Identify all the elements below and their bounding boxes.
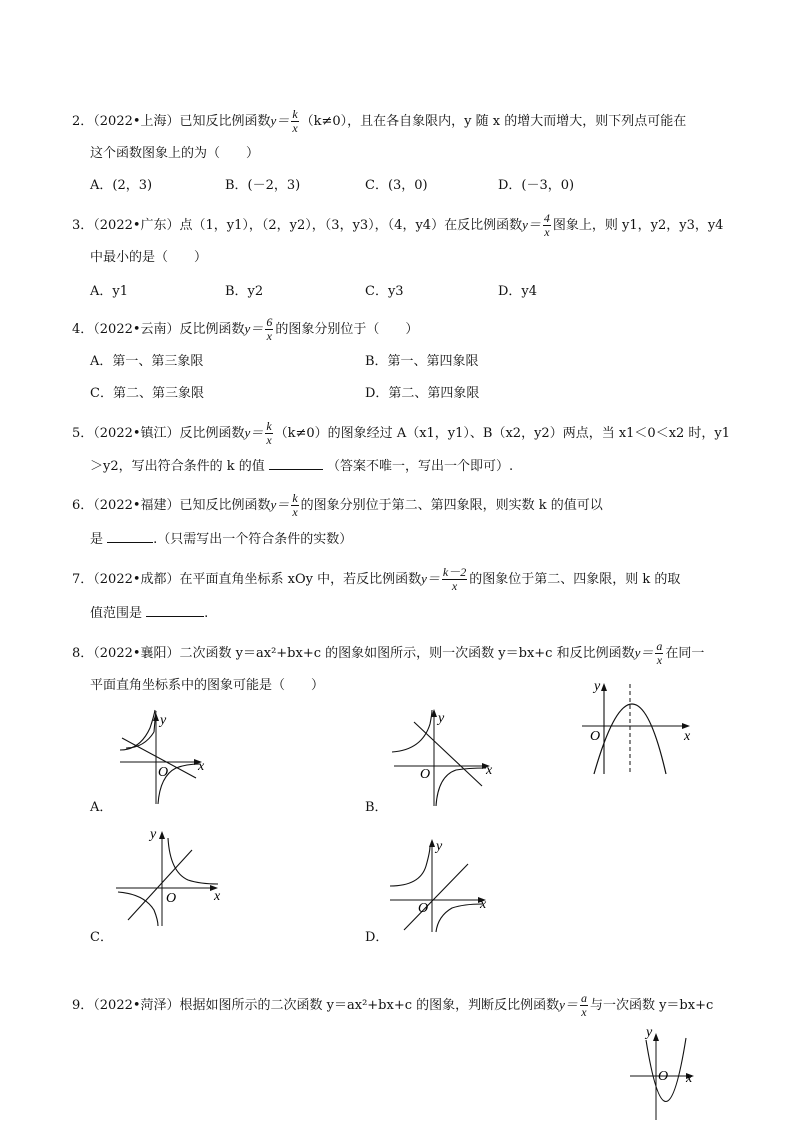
q8-c-y-label: y: [150, 827, 157, 842]
q8-parabola-y-label: y: [594, 679, 601, 694]
q8-prefix: 8．（2022•襄阳）二次函数 y＝ax²+bx+c 的图象如图所示，则一次函数 y＝bx+c 和反比例函数: [72, 646, 635, 661]
q4-line1: [72, 316, 418, 343]
q6-fraction: [291, 492, 298, 519]
q5-line2: [90, 457, 513, 475]
q8-label-d: D．: [365, 930, 389, 945]
q9-parabola-figure: [628, 1024, 704, 1122]
q2-line2: 这个函数图象上的为（ ）: [90, 146, 260, 161]
q4-frac-den: x: [266, 329, 272, 343]
q3-frac-num: 4: [543, 211, 550, 225]
q2-option-c: C．(3，0): [365, 178, 428, 193]
q7-func-lhs: y＝: [421, 571, 440, 586]
q5-func-lhs: y＝: [244, 425, 264, 440]
q2-func-lhs: y＝: [270, 113, 290, 128]
q5-line1: [72, 420, 730, 447]
q2-prefix: 2．（2022•上海）已知反比例函数: [72, 114, 271, 129]
q6-frac-den: x: [292, 505, 298, 519]
q8-option-a-graph: [110, 708, 216, 808]
q8-label-a: A．: [90, 800, 113, 815]
q6-suffix: 的图象分别位于第二、第四象限，则实数 k 的值可以: [300, 498, 603, 513]
q3-line2: 中最小的是（ ）: [90, 250, 208, 265]
q8-parabola-x-label: x: [684, 729, 691, 744]
q8-b-origin: O: [420, 767, 431, 782]
q5-fraction: [265, 420, 272, 447]
q2-fraction: [291, 108, 298, 135]
q7-line1: [72, 566, 680, 593]
q9-line1: [72, 992, 713, 1019]
q7-frac-num: k－2: [442, 565, 467, 579]
q8-label-b: B．: [365, 800, 388, 815]
q3-option-b: B．y2: [225, 284, 264, 299]
q6-prefix: 6．（2022•福建）已知反比例函数: [72, 498, 271, 513]
q2-frac-num: k: [292, 107, 298, 121]
q4-func-lhs: y＝: [244, 321, 264, 336]
q4-frac-num: 6: [266, 315, 273, 329]
q7-suffix: 的图象位于第二、四象限，则 k 的取: [469, 572, 681, 587]
q2-option-d: D．(－3，0): [498, 178, 575, 193]
q8-d-x-label: x: [480, 897, 487, 912]
q7-answer-blank[interactable]: [146, 604, 204, 617]
q8-c-x-label: x: [214, 889, 221, 904]
q8-a-origin: O: [158, 765, 169, 780]
q8-c-origin: O: [166, 891, 177, 906]
q7-line2a: 值范围是: [90, 606, 143, 621]
q6-line2a: 是: [90, 532, 104, 547]
q5-line2b: （答案不唯一，写出一个即可）.: [327, 459, 514, 474]
q4-option-c: C．第二、第三象限: [90, 386, 204, 401]
q6-line1: [72, 492, 603, 519]
q5-frac-num: k: [266, 419, 272, 433]
q8-d-origin: O: [418, 901, 429, 916]
q9-frac-den: x: [581, 1005, 587, 1019]
q8-suffix: 在同一: [665, 646, 705, 661]
q2-condition: （k≠0），且在各自象限内，y 随 x 的增大而增大，则下列点可能在: [300, 114, 687, 129]
q2-line1: [72, 108, 686, 135]
q3-suffix: 图象上，则 y1，y2，y3，y4: [552, 218, 724, 233]
q8-frac-den: x: [656, 653, 663, 667]
q8-frac-num: a: [656, 639, 663, 653]
q6-line2b: .（只需写出一个符合条件的实数）: [153, 532, 353, 547]
q8-label-c: C．: [90, 930, 113, 945]
q5-line2a: ＞y2，写出符合条件的 k 的值: [90, 459, 265, 474]
q5-suffix: （k≠0）的图象经过 A（x1，y1）、B（x2，y2）两点，当 x1＜0＜x2 时，y1: [274, 426, 731, 441]
q8-line1: [72, 640, 704, 667]
q9-fraction: [580, 992, 588, 1019]
q3-line1: [72, 212, 723, 239]
q9-origin-label: O: [658, 1069, 669, 1084]
q8-option-c-graph: [114, 824, 230, 928]
q8-a-y-label: y: [160, 713, 167, 728]
q4-option-b: B．第一、第四象限: [365, 354, 479, 369]
q6-func-lhs: y＝: [270, 497, 290, 512]
q4-option-d: D．第二、第四象限: [365, 386, 480, 401]
q7-line2: [90, 604, 208, 622]
q9-y-label: y: [646, 1025, 653, 1040]
q8-parabola-figure: [578, 672, 698, 778]
q9-frac-num: a: [580, 991, 587, 1005]
q7-fraction: [442, 566, 467, 593]
q5-prefix: 5．（2022•镇江）反比例函数: [72, 426, 245, 441]
q8-b-y-label: y: [438, 711, 445, 726]
q8-option-b-graph: [386, 704, 496, 808]
q2-frac-den: x: [292, 121, 298, 135]
q8-option-d-graph: [386, 836, 496, 932]
q3-fraction: [543, 212, 551, 239]
q4-option-a: A．第一、第三象限: [90, 354, 204, 369]
q9-x-label: x: [686, 1071, 693, 1086]
q5-answer-blank[interactable]: [269, 457, 323, 470]
q9-suffix: 与一次函数 y＝bx+c: [589, 998, 714, 1013]
q5-frac-den: x: [266, 433, 272, 447]
q4-fraction: [265, 316, 273, 343]
q8-d-y-label: y: [436, 839, 443, 854]
q3-frac-den: x: [544, 225, 550, 239]
q6-answer-blank[interactable]: [107, 530, 153, 543]
q4-suffix: 的图象分别位于（ ）: [275, 322, 419, 337]
q8-a-x-label: x: [198, 759, 205, 774]
q8-b-x-label: x: [486, 763, 493, 778]
q8-func-lhs: y＝: [634, 645, 654, 660]
q7-line2b: .: [204, 606, 209, 621]
q4-prefix: 4．（2022•云南）反比例函数: [72, 322, 245, 337]
q3-option-c: C．y3: [365, 284, 404, 299]
q2-option-a: A．(2，3): [90, 178, 153, 193]
q3-option-a: A．y1: [90, 284, 129, 299]
q7-prefix: 7．（2022•成都）在平面直角坐标系 xOy 中，若反比例函数: [72, 572, 422, 587]
q7-frac-den: x: [451, 579, 458, 593]
q8-line2: 平面直角坐标系中的图象可能是（ ）: [90, 678, 325, 693]
q9-prefix: 9．（2022•菏泽）根据如图所示的二次函数 y＝ax²+bx+c 的图象，判断反比例函数: [72, 998, 560, 1013]
q3-prefix: 3．（2022•广东）点（1，y1），（2，y2），（3，y3），（4，y4）在反比例函数: [72, 218, 523, 233]
q6-frac-num: k: [292, 491, 298, 505]
q9-func-lhs: y＝: [559, 997, 578, 1012]
q3-func-lhs: y＝: [522, 217, 541, 232]
q8-fraction: [655, 640, 663, 667]
q3-option-d: D．y4: [498, 284, 538, 299]
q2-option-b: B．(－2，3): [225, 178, 301, 193]
q8-parabola-origin-label: O: [590, 729, 601, 744]
q6-line2: [90, 530, 352, 548]
